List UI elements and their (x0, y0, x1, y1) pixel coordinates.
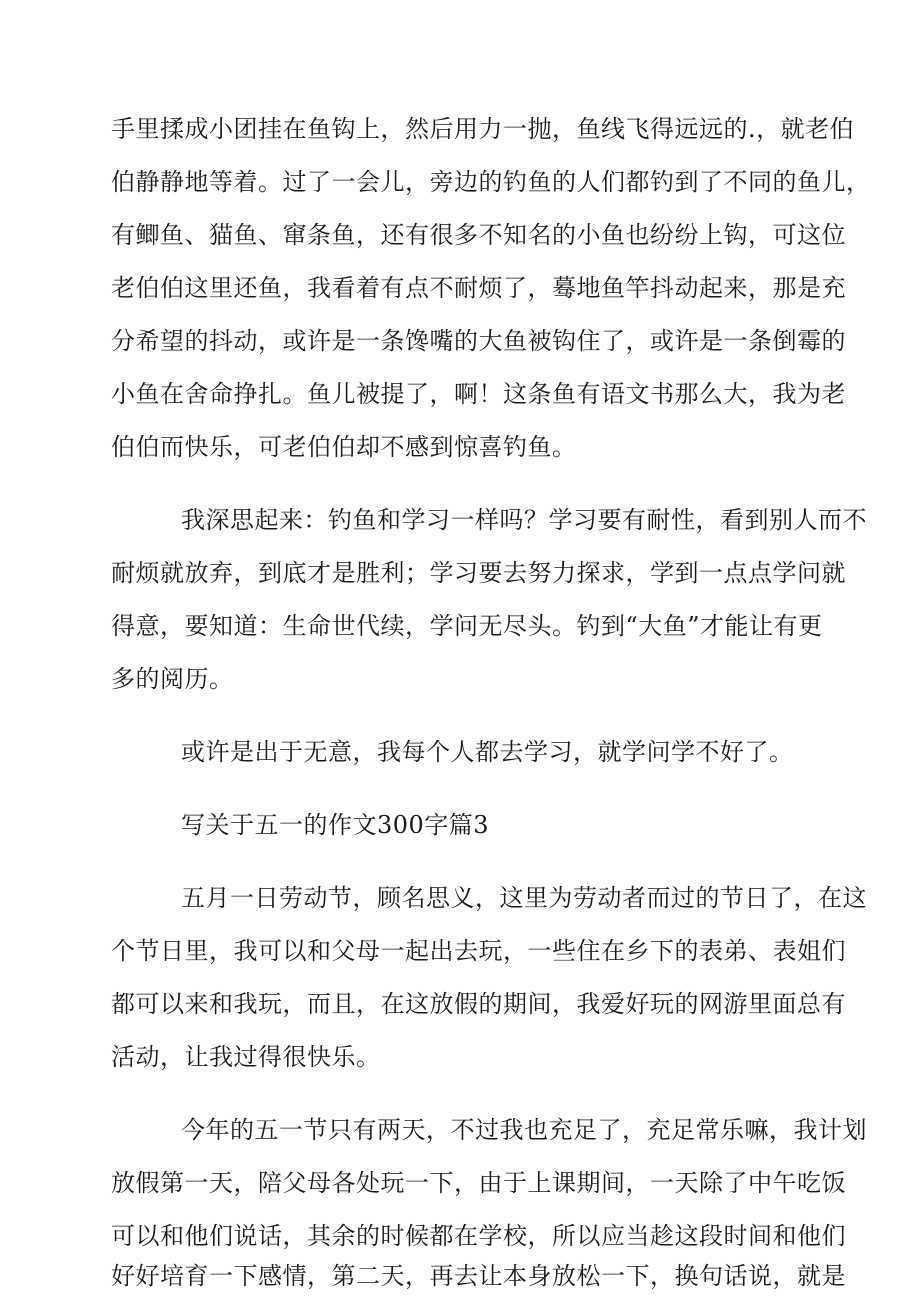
paragraph-2-line-3: 得意，要知道：生命世代续，学问无尽头。钓到“大鱼”才能让有更 (111, 612, 823, 640)
paragraph-1-line-4: 老伯伯这里还鱼，我看着有点不耐烦了，蓦地鱼竿抖动起来，那是充 (111, 274, 846, 302)
paragraph-6-line-1: 今年的五一节只有两天，不过我也充足了，充足常乐嘛，我计划 (181, 1116, 867, 1144)
paragraph-1-line-1: 手里揉成小团挂在鱼钩上，然后用力一抛，鱼线飞得远远的.，就老伯 (111, 115, 855, 143)
paragraph-5-line-3: 都可以来和我玩，而且，在这放假的期间，我爱好玩的网游里面总有 (111, 990, 846, 1018)
paragraph-5-line-4: 活动，让我过得很快乐。 (111, 1043, 381, 1071)
section-heading: 写关于五一的作文300字篇3 (181, 811, 490, 839)
paragraph-1-line-2: 伯静静地等着。过了一会儿，旁边的钓鱼的人们都钓到了不同的鱼儿， (111, 168, 871, 196)
paragraph-1-line-3: 有鲫鱼、猫鱼、窜条鱼，还有很多不知名的小鱼也纷纷上钩，可这位 (111, 221, 846, 249)
paragraph-5-line-2: 个节日里，我可以和父母一起出去玩，一些住在乡下的表弟、表姐们 (111, 937, 846, 965)
paragraph-3-line-1: 或许是出于无意，我每个人都去学习，就学问学不好了。 (181, 738, 794, 766)
paragraph-6-line-4: 好好培育一下感情，第二天，再去让本身放松一下，换句话说，就是 (111, 1262, 846, 1290)
paragraph-2-line-2: 耐烦就放弃，到底才是胜利；学习要去努力探求，学到一点点学问就 (111, 559, 846, 587)
paragraph-2-line-1: 我深思起来：钓鱼和学习一样吗？学习要有耐性，看到别人而不 (181, 506, 867, 534)
paragraph-5-line-1: 五月一日劳动节，顾名思义，这里为劳动者而过的节日了，在这 (181, 884, 867, 912)
paragraph-6-line-2: 放假第一天，陪父母各处玩一下，由于上课期间，一天除了中午吃饭 (111, 1169, 846, 1197)
paragraph-1-line-7: 伯伯而快乐，可老伯伯却不感到惊喜钓鱼。 (111, 433, 577, 461)
paragraph-1-line-6: 小鱼在舍命挣扎。鱼儿被提了，啊！这条鱼有语文书那么大，我为老 (111, 380, 846, 408)
paragraph-2-line-4: 多的阅历。 (111, 665, 234, 693)
paragraph-6-line-3: 可以和他们说话，其余的时候都在学校，所以应当趁这段时间和他们 (111, 1222, 846, 1250)
paragraph-1-line-5: 分希望的抖动，或许是一条馋嘴的大鱼被钩住了，或许是一条倒霉的 (111, 327, 846, 355)
